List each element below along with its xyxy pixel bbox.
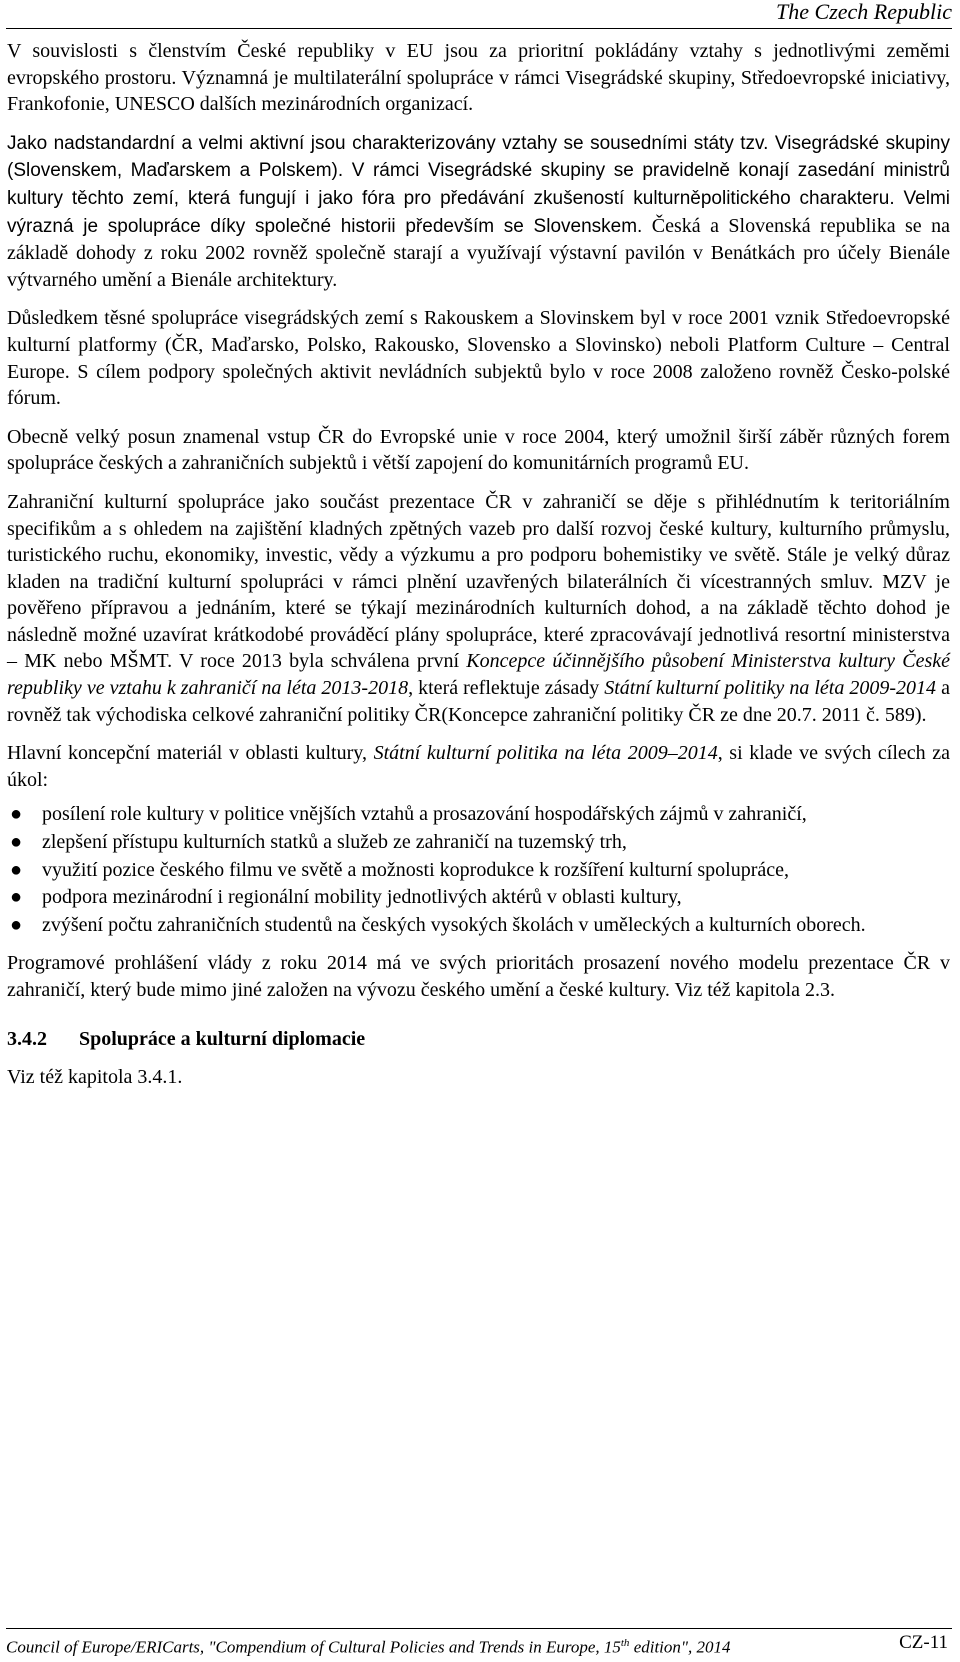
paragraph-visegrad-serif-text: Česká a Slovenská republika se na základě dohody z roku 2002 rovněž společně starají a využívají výstavní pavilón v Benátkách pro účely Bienále výtvarného umění a Bienále architektury. [7,214,950,291]
paragraph-foreign-cooperation [7,489,950,728]
goals-list [7,801,950,938]
p6-text-a: Hlavní koncepční materiál v oblasti kultury, [7,742,374,765]
p5-italic-policy: Státní kulturní politiky na léta 2009-2014 [604,677,937,700]
citation-superscript: th [620,1637,630,1649]
section-crossref: Viz též kapitola 3.4.1. [7,1066,183,1089]
list-item-text: podpora mezinárodní i regionální mobility jednotlivých aktérů v oblasti kultury, [42,886,682,909]
list-item [7,801,950,828]
paragraph-policy-goals-intro [7,740,950,793]
paragraph-eu-accession: Obecně velký posun znamenal vstup ČR do Evropské unie v roce 2004, který umožnil širší záběr různých forem spolupráce českých a zahraničních subjektů i větší zapojení do komunitárních programů EU. [7,425,950,475]
p5-text-b: , která reflektuje zásady [408,677,605,700]
page-number: CZ-11 [899,1632,948,1653]
list-item [7,884,950,911]
list-item-text: zlepšení přístupu kulturních statků a služeb ze zahraničí na tuzemský trh, [42,831,627,854]
list-item [7,857,950,884]
bullet-icon: ● [10,886,23,909]
paragraph-platform-culture: Důsledkem těsné spolupráce visegrádských zemí s Rakouskem a Slovinskem byl v roce 2001 vznik Středoevropské kulturní platformy (ČR, Maďarsko, Polsko, Rakousko, Slovensko a Slovinsko) neboli Platform Culture – Central Europe. S cílem podpory společných aktivit nevládních subjektů bylo v roce 2008 založeno rovněž Česko-polské fórum. [7,307,950,410]
section-heading [7,1026,950,1053]
bullet-icon: ● [10,913,23,936]
footer-citation [6,1629,731,1662]
list-item [7,912,950,939]
p5-text-a: Zahraniční kulturní spolupráce jako součást prezentace ČR v zahraničí se děje s přihlédnutím k teritoriálním specifikům a s ohledem na zajištění kladných zpětných vazeb pro další rozvoj české kultury, kulturního průmyslu, turistického ruchu, ekonomiky, investic, vědy a výzkumu a pro podporu bohemistiky ve světě. Stále je velký důraz kladen na tradiční kulturní spolupráci v rámci plnění uzavřených bilaterálních či vícestranných smluv. MZV je pověřeno přípravou a jednáním, které se týkají mezinárodních kulturních dohod, a na základě těchto dohod je následně možné uzavírat krátkodobé prováděcí plány spolupráce, které zpracovávají jednotlivá resortní ministerstva – MK nebo MŠMT. V roce 2013 byla schválena první [7,490,950,673]
running-header [6,0,952,29]
p6-text-b: , si klade ve svých cílech za úkol: [7,742,951,791]
p6-italic-policy: Státní kulturní politika na léta 2009–2014 [373,742,718,765]
p5-text-c: a rovněž tak východiska celkové zahraniční politiky ČR(Koncepce zahraniční politiky ČR ze dne 20.7. 2011 č. 589). [7,677,950,726]
page-footer [6,1628,952,1659]
header-title: The Czech Republic [776,0,952,24]
list-item-text: zvýšení počtu zahraničních studentů na českých vysokých školách v uměleckých a kulturních oborech. [42,913,866,936]
bullet-icon: ● [10,831,23,854]
paragraph-government-statement: Programové prohlášení vlády z roku 2014 má ve svých prioritách prosazení nového modelu prezentace ČR v zahraničí, který bude mimo jiné založen na vývozu českého umění a české kultury. Viz též kapitola 2.3. [7,952,950,1001]
list-item-text: využití pozice českého filmu ve světě a možnosti koprodukce k rozšíření kulturní spolupráce, [42,858,790,881]
document-body [7,38,950,1103]
citation-text-post: edition", 2014 [629,1637,731,1657]
section-number: 3.4.2 [7,1027,47,1050]
list-item-text: posílení role kultury v politice vnějších vztahů a prosazování hospodářských zájmů v zahraničí, [42,803,807,826]
bullet-icon: ● [10,858,23,881]
p5-italic-concept: Koncepce účinnějšího působení Ministerstva kultury České republiky ve vztahu k zahraničí na léta 2013-2018 [7,650,950,700]
section-title: Spolupráce a kulturní diplomacie [79,1027,366,1050]
bullet-icon: ● [10,803,23,826]
citation-text-pre: Council of Europe/ERICarts, "Compendium of Cultural Policies and Trends in Europe, 15 [6,1637,621,1657]
paragraph-eu-relations: V souvislosti s členstvím České republiky v EU jsou za prioritní pokládány vztahy s jednotlivými zeměmi evropského prostoru. Významná je multilaterální spolupráce v rámci Visegrádské skupiny, Středoevropské iniciativy, Frankofonie, UNESCO dalších mezinárodních organizací. [7,40,950,116]
list-item [7,829,950,856]
paragraph-visegrad-sans-text: Jako nadstandardní a velmi aktivní jsou charakterizovány vztahy se sousedními státy tzv. Visegrádské skupiny (Slovenskem, Maďarskem a Polskem). V rámci Visegrádské skupiny se pravidelně konají zasedání ministrů kultury těchto zemí, která fungují i jako fóra pro předávání zkušeností kulturněpolitického charakteru. Velmi výrazná je spolupráce díky společné historii především se Slovenskem. [7,132,950,237]
paragraph-visegrad [7,130,950,294]
